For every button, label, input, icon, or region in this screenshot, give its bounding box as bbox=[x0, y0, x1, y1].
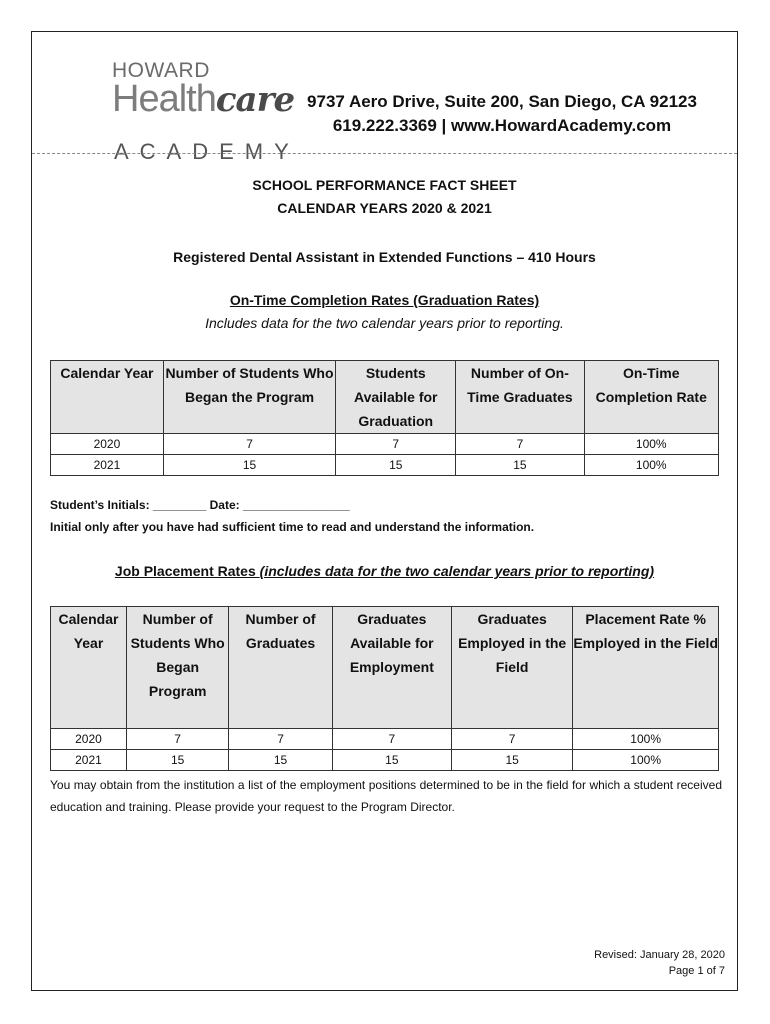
table-header-cell: Placement Rate % Employed in the Field bbox=[573, 607, 719, 729]
table-header-cell: Number of On-Time Graduates bbox=[456, 361, 584, 434]
table-cell: 2021 bbox=[51, 750, 127, 771]
fact-sheet-title: SCHOOL PERFORMANCE FACT SHEET bbox=[252, 177, 517, 193]
table-header-cell: Calendar Year bbox=[51, 607, 127, 729]
table-cell: 2020 bbox=[51, 729, 127, 750]
table-header-row bbox=[51, 607, 719, 729]
footer-block bbox=[594, 947, 725, 979]
table-row bbox=[51, 434, 719, 455]
table-header-cell: Graduates Available for Employment bbox=[332, 607, 451, 729]
logo-academy-text: ACADEMY bbox=[114, 139, 300, 164]
calendar-years-title: CALENDAR YEARS 2020 & 2021 bbox=[277, 200, 492, 216]
table-header-cell: Number of Graduates bbox=[229, 607, 332, 729]
header-address: 9737 Aero Drive, Suite 200, San Diego, CA 92123 bbox=[307, 92, 697, 111]
logo-health: Health bbox=[112, 78, 216, 120]
table-cell: 15 bbox=[451, 750, 572, 771]
logo-care: care bbox=[215, 80, 295, 120]
table-cell: 7 bbox=[451, 729, 572, 750]
logo-howard-text: HOWARD bbox=[112, 59, 210, 82]
table-header-cell: Number of Students Who Began the Program bbox=[163, 361, 335, 434]
completion-rates-heading: On-Time Completion Rates (Graduation Rates) bbox=[229, 292, 540, 308]
table-cell: 2021 bbox=[51, 455, 164, 476]
table-cell: 15 bbox=[163, 455, 335, 476]
initials-instruction: Initial only after you have had sufficient time to read and understand the information. bbox=[50, 520, 535, 534]
table-cell: 7 bbox=[126, 729, 228, 750]
table-cell: 7 bbox=[332, 729, 451, 750]
table-header-cell: Number of Students Who Began Program bbox=[126, 607, 228, 729]
table-cell: 7 bbox=[229, 729, 332, 750]
table-cell: 7 bbox=[456, 434, 584, 455]
student-initials-line[interactable]: Student’s Initials: ________ Date: ________________ bbox=[50, 498, 350, 512]
table-row bbox=[51, 750, 719, 771]
table-cell: 100% bbox=[584, 434, 718, 455]
header-divider bbox=[32, 153, 737, 154]
employment-positions-note: You may obtain from the institution a list of the employment positions determined to be in the field for which a student received education and training. Please provide your request to the Program Director. bbox=[50, 778, 722, 814]
job-placement-heading-main: Job Placement Rates bbox=[114, 563, 260, 579]
page-number: Page 1 of 7 bbox=[668, 965, 725, 977]
table-cell: 15 bbox=[456, 455, 584, 476]
document-page bbox=[31, 31, 738, 991]
job-placement-heading-note: (includes data for the two calendar years prior to reporting) bbox=[259, 563, 655, 579]
table-cell: 100% bbox=[573, 750, 719, 771]
job-placement-table bbox=[50, 606, 719, 771]
table-cell: 15 bbox=[229, 750, 332, 771]
howard-healthcare-academy-logo bbox=[112, 57, 312, 167]
header-contact-block bbox=[292, 90, 712, 138]
program-name: Registered Dental Assistant in Extended Functions – 410 Hours bbox=[173, 249, 596, 265]
table-header-row bbox=[51, 361, 719, 434]
table-cell: 100% bbox=[584, 455, 718, 476]
table-cell: 2020 bbox=[51, 434, 164, 455]
table-cell: 15 bbox=[336, 455, 456, 476]
table-header-cell: On-Time Completion Rate bbox=[584, 361, 718, 434]
table-cell: 15 bbox=[126, 750, 228, 771]
table-cell: 7 bbox=[336, 434, 456, 455]
table-header-cell: Calendar Year bbox=[51, 361, 164, 434]
table-cell: 100% bbox=[573, 729, 719, 750]
job-placement-heading bbox=[32, 563, 737, 579]
table-row bbox=[51, 729, 719, 750]
logo-healthcare-text bbox=[112, 79, 294, 120]
table-cell: 7 bbox=[163, 434, 335, 455]
table-header-cell: Students Available for Graduation bbox=[336, 361, 456, 434]
revised-date: Revised: January 28, 2020 bbox=[594, 949, 725, 961]
completion-rates-table bbox=[50, 360, 719, 476]
completion-rates-subheading: Includes data for the two calendar years prior to reporting. bbox=[205, 315, 564, 331]
table-header-cell: Graduates Employed in the Field bbox=[451, 607, 572, 729]
table-cell: 15 bbox=[332, 750, 451, 771]
table-row bbox=[51, 455, 719, 476]
header-phone-website: 619.222.3369 | www.HowardAcademy.com bbox=[332, 116, 672, 135]
